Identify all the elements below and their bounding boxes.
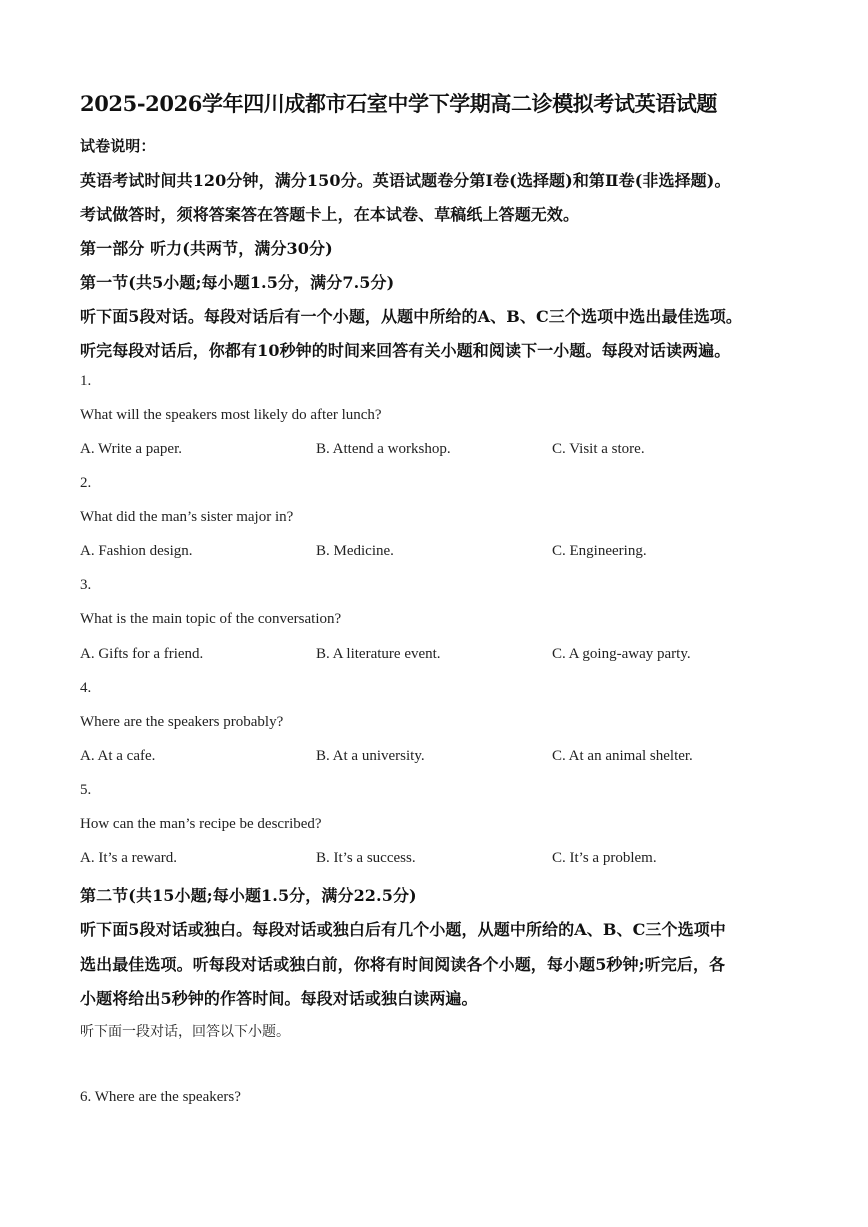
option-b: B. Medicine.: [316, 543, 394, 559]
page-title: 2025-2026学年四川成都市石室中学下学期高二诊模拟考试英语试题: [80, 91, 718, 116]
question-stem: What is the main topic of the conversation?: [80, 611, 342, 627]
option-c: C. A going-away party.: [552, 646, 691, 662]
option-a: A. Write a paper.: [80, 441, 182, 457]
option-a: A. Fashion design.: [80, 543, 193, 559]
question-number: 1.: [80, 373, 92, 389]
option-b: B. At a university.: [316, 748, 425, 764]
question-stem: How can the man’s recipe be described?: [80, 816, 322, 832]
section2-heading: 第二节(共15小题;每小题1.5分，满分22.5分): [80, 886, 417, 905]
section2-instruction-2: 选出最佳选项。听每段对话或独白前，你将有时间阅读各个小题，每小题5秒钟;听完后，各: [80, 955, 726, 974]
question-number: 4.: [80, 680, 92, 696]
question-number: 3.: [80, 577, 92, 593]
question-stem: Where are the speakers probably?: [80, 714, 284, 730]
listen-note: 听下面一段对话，回答以下小题。: [80, 1024, 290, 1040]
question-number: 2.: [80, 475, 92, 491]
intro-line-2: 考试做答时，须将答案答在答题卡上，在本试卷、草稿纸上答题无效。: [80, 205, 580, 224]
option-a: A. Gifts for a friend.: [80, 646, 204, 662]
section2-instruction-1: 听下面5段对话或独白。每段对话或独白后有几个小题，从题中所给的A、B、C三个选项中: [80, 920, 726, 939]
option-b: B. It’s a success.: [316, 850, 416, 866]
option-c: C. Visit a store.: [552, 441, 645, 457]
intro-line-1: 英语考试时间共120分钟，满分150分。英语试题卷分第Ⅰ卷(选择题)和第Ⅱ卷(非选择题)。: [80, 171, 731, 190]
option-a: A. At a cafe.: [80, 748, 156, 764]
option-c: C. Engineering.: [552, 543, 647, 559]
option-a: A. It’s a reward.: [80, 850, 178, 866]
option-b: B. A literature event.: [316, 646, 441, 662]
question-stem: What will the speakers most likely do after lunch?: [80, 407, 382, 423]
section1-instruction-1: 听下面5段对话。每段对话后有一个小题，从题中所给的A、B、C三个选项中选出最佳选项。: [80, 307, 743, 326]
option-c: C. It’s a problem.: [552, 850, 657, 866]
section1-heading: 第一节(共5小题;每小题1.5分，满分7.5分): [80, 273, 395, 292]
option-c: C. At an animal shelter.: [552, 748, 693, 764]
option-b: B. Attend a workshop.: [316, 441, 451, 457]
section1-instruction-2: 听完每段对话后，你都有10秒钟的时间来回答有关小题和阅读下一小题。每段对话读两遍。: [80, 341, 731, 360]
intro-heading: 试卷说明：: [80, 137, 156, 155]
question-number: 5.: [80, 782, 92, 798]
section2-instruction-3: 小题将给出5秒钟的作答时间。每段对话或独白读两遍。: [80, 989, 478, 1008]
question-6-stem: 6. Where are the speakers?: [80, 1089, 241, 1105]
question-stem: What did the man’s sister major in?: [80, 509, 294, 525]
part1-heading: 第一部分 听力(共两节，满分30分): [80, 239, 333, 258]
